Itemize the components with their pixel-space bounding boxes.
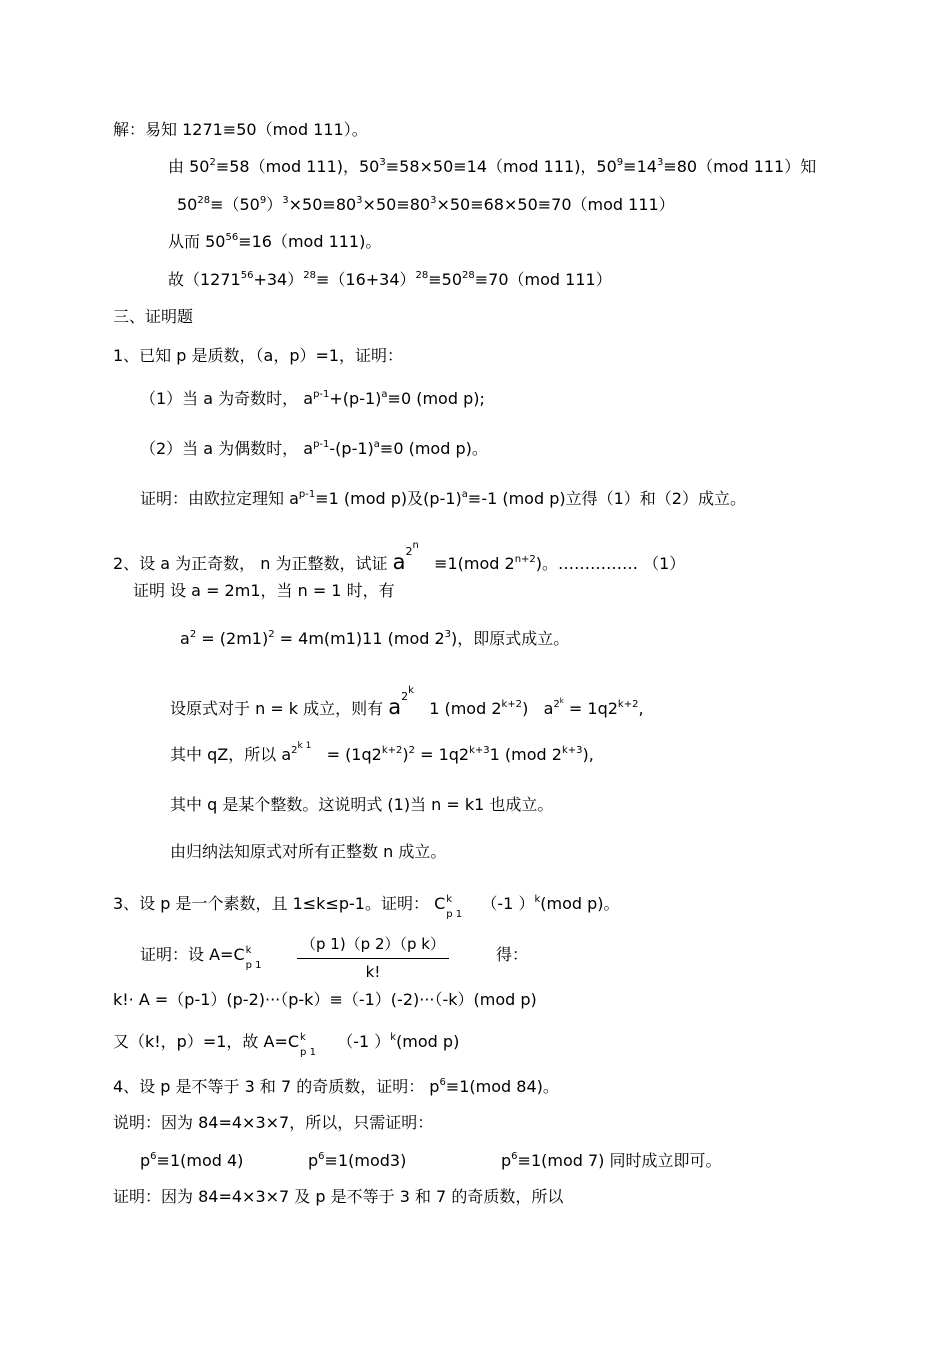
problem-2-base-case: $a^2 = (2m1)^2 = 4m(m1)11$ (mod $2^3$)，即原式成立。 [180, 629, 570, 648]
problem-2-remark: 其中 q 是某个整数。这说明式 (1)当 n = k1 也成立。 [170, 795, 554, 814]
problem-1-statement: 1、已知 p 是质数，（a，p）=1，证明： [113, 346, 404, 365]
problem-4-condition-mod3: $p^6\equiv 1(mod3)$ [308, 1151, 407, 1170]
problem-2-inductive-step: 其中 qZ，所以 $a^{2k 1} = (1q2^{k+2})^2 = 1q2^{k+3}1$ (mod $2^{k+3}$), [170, 741, 594, 764]
solution-intro: 解：易知 1271≡50（mod 111）。 [113, 120, 368, 139]
problem-4-condition-mod7: $p^6\equiv 1(mod$ 7) 同时成立即可。 [501, 1151, 722, 1170]
solution-line-50-28: $50^{28}\equiv(50^9)^3\times 50\equiv 80^3\times 50\equiv 80^3\times 50\equiv 68\times 50\equiv 70(mod$ 111） [177, 195, 675, 214]
problem-4-explanation: 说明：因为 84=4×3×7，所以，只需证明： [113, 1113, 434, 1132]
solution-line-powers: 由 $50^2\equiv 58(mod$ 111)，$50^3\equiv 58\times 50\equiv 14(mod$ 111)，$50^9\equiv 14^3\equiv 80(mod$ 111）知 [168, 157, 817, 176]
problem-3-obtain: 得： [496, 945, 529, 964]
solution-conclusion: 故$(1271^{56}+34)^{28}\equiv(16+34)^{28}\equiv 50^{28}\equiv 70(mod$ 111） [168, 270, 612, 289]
problem-2-conclusion: 由归纳法知原式对所有正整数 n 成立。 [170, 842, 447, 861]
section-heading-proofs: 三、证明题 [113, 307, 194, 326]
solution-line-50-56: 从而 $50^{56}\equiv 16(mod$ 111)。 [168, 232, 382, 251]
fraction-numerator: （p 1)（p 2）（p k） [297, 933, 449, 959]
problem-2-inductive-hypothesis: 设原式对于 n = k 成立，则有 $a^{2^k}$ 1 (mod $2^{k+2}$) $a^{2^k} = 1q2^{k+2}$, [170, 685, 644, 719]
problem-1-proof: 证明：由欧拉定理知 $a^{p-1}\equiv 1$ (mod p)及$(p-1)^a\equiv-1$ (mod p)立得（1）和（2）成立。 [140, 489, 746, 508]
problem-4-condition-mod4: $p^6\equiv 1(mod$ 4) [140, 1151, 244, 1170]
problem-2-proof-intro: 证明 设 a = 2m1，当 n = 1 时，有 [133, 581, 395, 600]
problem-3-conclusion: 又（k!，p）=1，故 A=C k p 1 （-1 ）$^k$(mod p) [113, 1032, 460, 1058]
problem-3-factorial-line: k!· A =（p-1）(p-2)···（p-k）≡（-1）(-2)···（-k）(mod p) [113, 990, 537, 1009]
problem-4-proof: 证明：因为 84=4×3×7 及 p 是不等于 3 和 7 的奇质数，所以 [113, 1187, 564, 1206]
problem-1-part-1: （1）当 a 为奇数时， $a^{p-1}+(p-1)^a\equiv 0$ (mod p); [140, 389, 485, 408]
fraction-denominator: k! [365, 963, 381, 981]
problem-3-statement: 3、设 p 是一个素数，且 1≤k≤p-1。证明： C k p 1 （-1 ）$^k$(mod p)。 [113, 894, 620, 920]
problem-2-statement: 2、设 a 为正奇数， n 为正整数，试证 $a^{2^n} \equiv 1(mod$ $2^{n+2}$)。…………… （1） [113, 540, 686, 574]
problem-3-proof-setup: 证明：设 A=C k p 1 [140, 945, 262, 971]
problem-3-fraction [297, 933, 449, 981]
problem-4-statement: 4、设 p 是不等于 3 和 7 的奇质数，证明： $p^6\equiv 1(mod$ 84)。 [113, 1077, 559, 1096]
problem-1-part-2: （2）当 a 为偶数时， $a^{p-1}-(p-1)^a\equiv 0$ (mod p)。 [140, 439, 488, 458]
